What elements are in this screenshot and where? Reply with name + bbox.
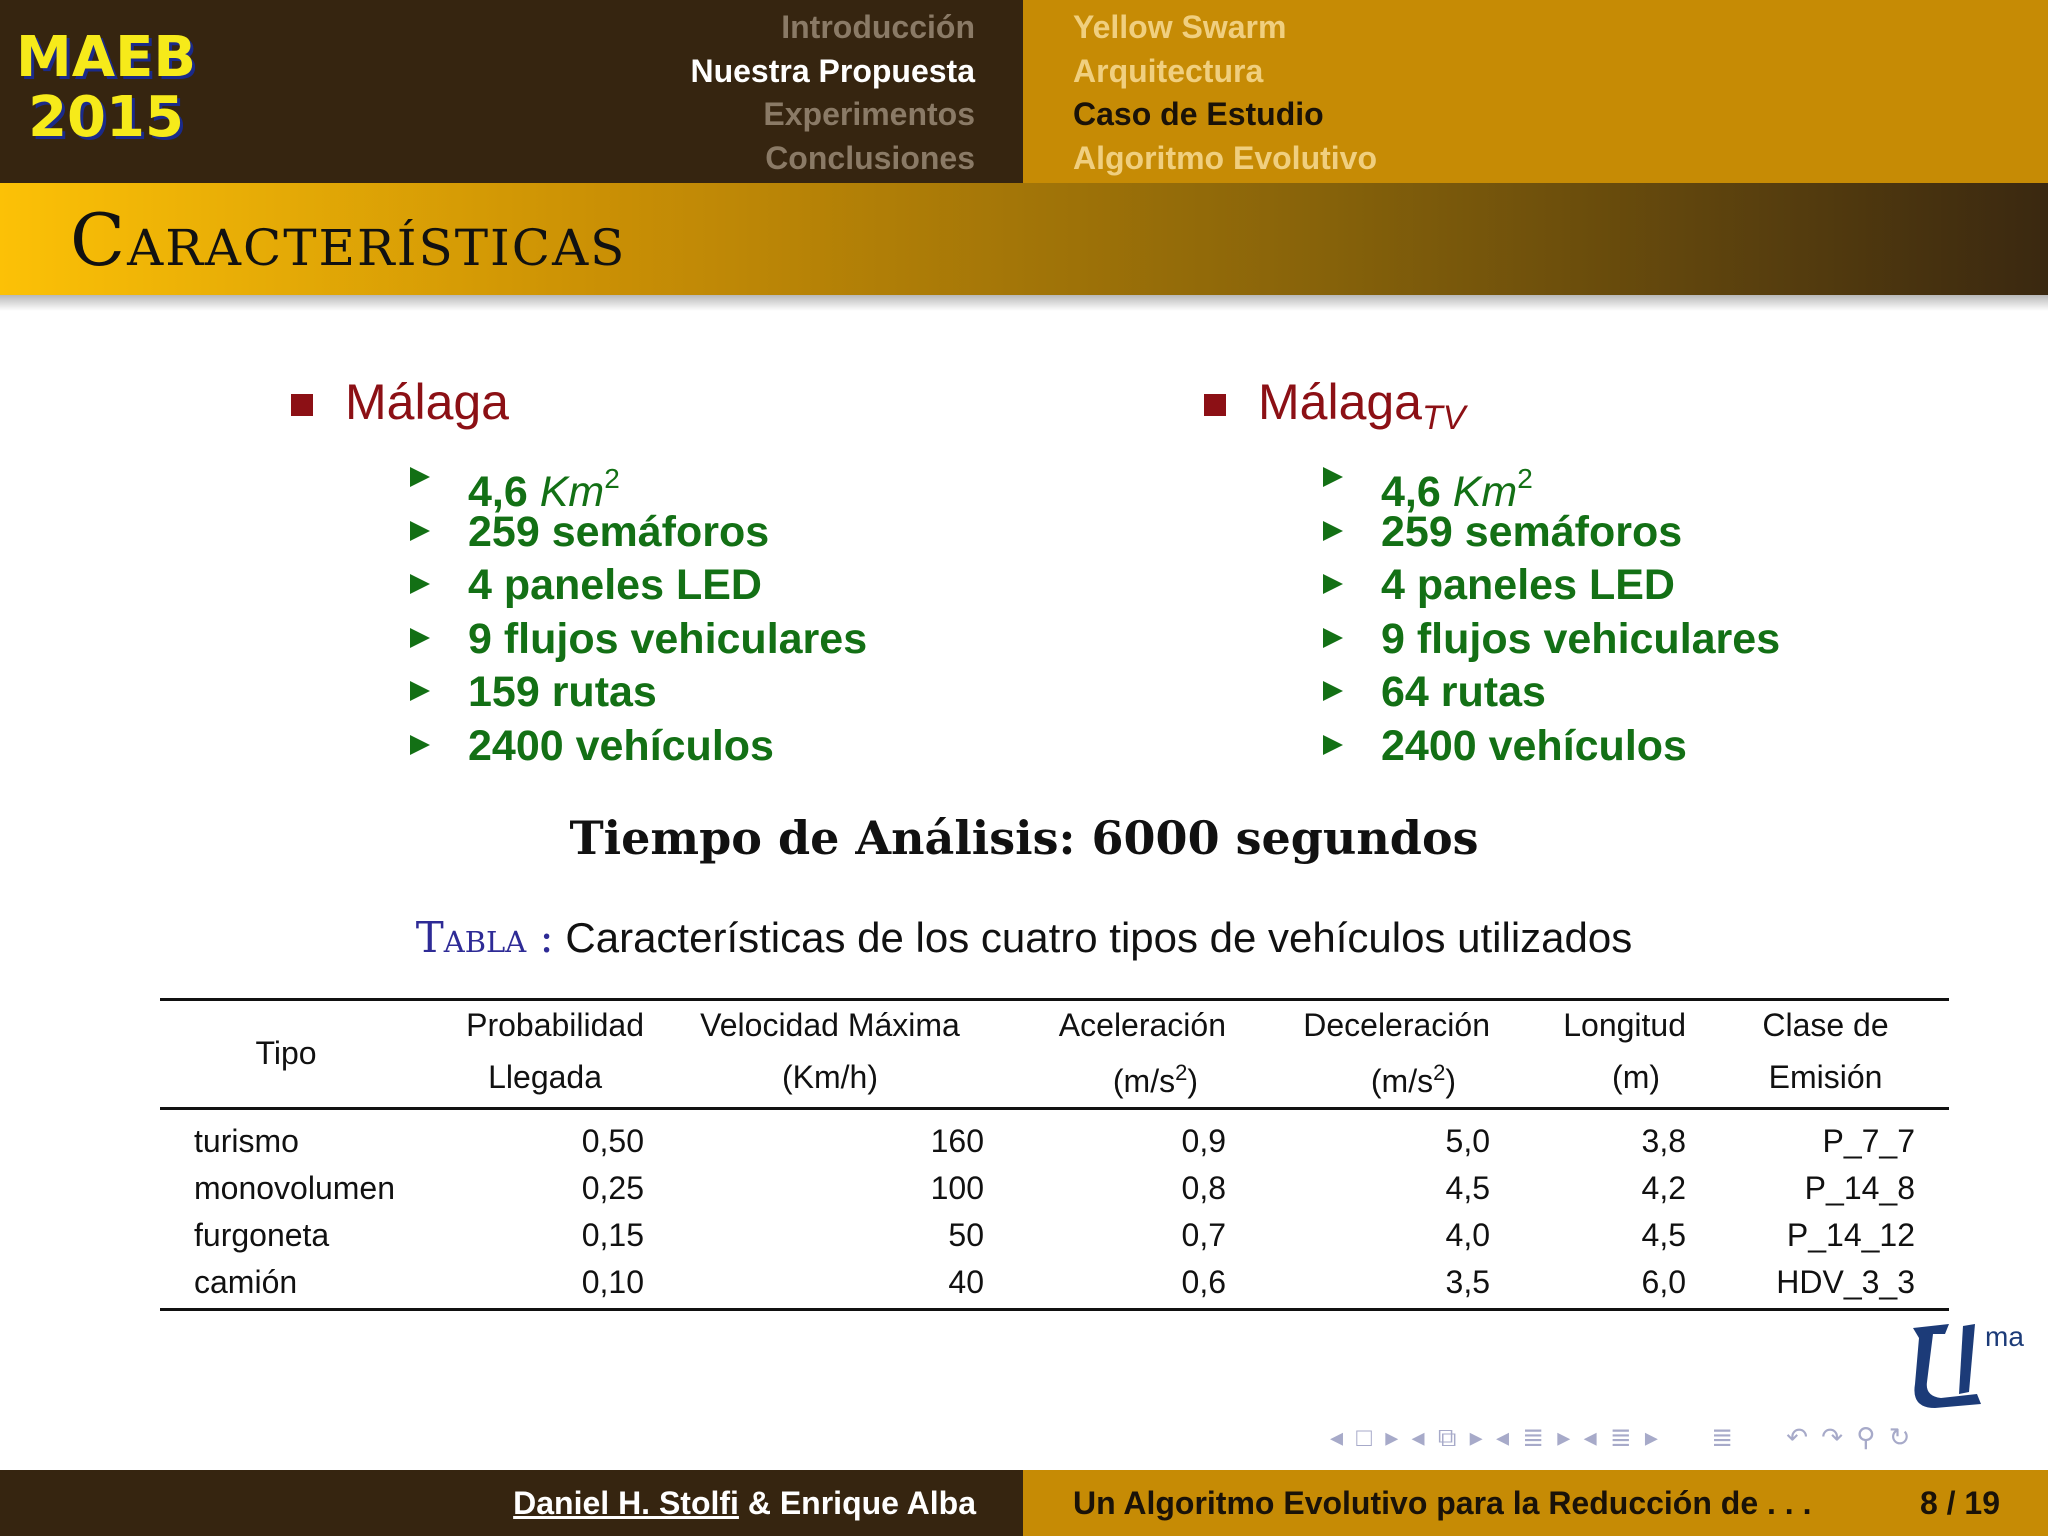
header-tipo-cell bbox=[160, 1035, 412, 1109]
cell-prob: 0,25 bbox=[581, 1170, 644, 1206]
unit-exp: 2 bbox=[1175, 1060, 1188, 1085]
prev-document-arrow-icon[interactable]: ◂ bbox=[1583, 1422, 1597, 1452]
nav-section-nuestra-propuesta[interactable]: Nuestra Propuesta bbox=[690, 52, 975, 89]
table-caption-text: Características de los cuatro tipos de vehículos utilizados bbox=[565, 914, 1633, 961]
logo-line-2: 2015 bbox=[28, 85, 184, 150]
footer-title: Un Algoritmo Evolutivo para la Reducción de . . . bbox=[1073, 1485, 1812, 1521]
list-item bbox=[468, 720, 867, 774]
header-long-2: (m) bbox=[1506, 1049, 1702, 1109]
unit-ms: (m/s bbox=[1370, 1063, 1434, 1099]
table-header-row bbox=[160, 1049, 1949, 1109]
header-long-1: Longitud bbox=[1506, 1000, 1702, 1050]
header-acel-2 bbox=[1000, 1049, 1242, 1109]
list-item bbox=[468, 452, 867, 516]
document-icon[interactable]: ≣ bbox=[1609, 1422, 1632, 1452]
cell-vel: 40 bbox=[660, 1259, 1000, 1310]
right-heading-subscript: TV bbox=[1422, 399, 1466, 437]
right-heading-text: Málaga bbox=[1258, 374, 1422, 430]
cell-vel: 160 bbox=[930, 1123, 984, 1159]
triangle-bullet-icon bbox=[1323, 628, 1343, 648]
unit-ms: (m/s bbox=[1112, 1063, 1176, 1099]
area-exponent: 2 bbox=[1517, 463, 1533, 494]
nav-subsection-caso-de-estudio[interactable]: Caso de Estudio bbox=[1073, 96, 1324, 132]
table-row bbox=[160, 1109, 1949, 1166]
vehiculos-text: 2400 vehículos bbox=[1381, 721, 1687, 770]
header-prob-1: Probabilidad bbox=[412, 1000, 660, 1050]
cell-prob: 0,10 bbox=[412, 1259, 660, 1310]
cell-tipo: furgoneta bbox=[194, 1217, 330, 1253]
rutas-text: 159 rutas bbox=[468, 668, 657, 716]
list-item bbox=[1381, 506, 1780, 560]
cell-tipo: camión bbox=[160, 1259, 412, 1310]
cell-clase: HDV_3_3 bbox=[1702, 1259, 1949, 1310]
triangle-bullet-icon bbox=[410, 735, 430, 755]
triangle-bullet-icon bbox=[410, 467, 430, 487]
list-item bbox=[468, 559, 867, 613]
frame-icon[interactable]: □ bbox=[1356, 1422, 1373, 1452]
footer-author-rest: & Enrique Alba bbox=[747, 1485, 976, 1521]
footer-page-number: 8 / 19 bbox=[1919, 1485, 2000, 1521]
semaforos-text: 259 semáforos bbox=[468, 507, 770, 556]
prev-subsection-arrow-icon[interactable]: ◂ bbox=[1411, 1422, 1425, 1452]
cell-long: 6,0 bbox=[1506, 1259, 1702, 1310]
list-item bbox=[1381, 452, 1780, 516]
subsection-nav bbox=[1073, 6, 1377, 180]
area-value: 4,6 bbox=[1381, 468, 1441, 516]
table-row bbox=[160, 1212, 1949, 1259]
header-vel-2: (Km/h) bbox=[660, 1049, 1000, 1109]
back-icon[interactable]: ↶ bbox=[1786, 1422, 1809, 1452]
section-nav bbox=[690, 6, 975, 180]
triangle-bullet-icon bbox=[1323, 467, 1343, 487]
list-item bbox=[1381, 720, 1780, 774]
cell-decel: 4,5 bbox=[1445, 1170, 1490, 1206]
list-item bbox=[468, 506, 867, 560]
vehicle-types-table bbox=[160, 998, 1949, 1311]
cell-vel: 100 bbox=[930, 1170, 984, 1206]
left-heading-text: Málaga bbox=[345, 374, 509, 430]
header-clase-2: Emisión bbox=[1702, 1049, 1949, 1109]
semaforos-text: 259 semáforos bbox=[1381, 507, 1683, 556]
cell-decel: 5,0 bbox=[1445, 1123, 1490, 1159]
forward-icon[interactable]: ↷ bbox=[1821, 1422, 1844, 1452]
unit-exp: 2 bbox=[1433, 1060, 1446, 1085]
subsection-icon[interactable]: ⧉ bbox=[1437, 1422, 1457, 1452]
frame-title: Características bbox=[70, 198, 627, 282]
header-vel-1: Velocidad Máxima bbox=[660, 1000, 1000, 1050]
prev-frame-arrow-icon[interactable]: ◂ bbox=[1330, 1422, 1344, 1452]
footer-author-link[interactable]: Daniel H. Stolfi bbox=[513, 1485, 739, 1521]
area-value: 4,6 bbox=[468, 468, 528, 516]
flujos-text: 9 flujos vehiculares bbox=[1381, 614, 1781, 663]
cell-acel: 0,7 bbox=[1181, 1217, 1226, 1253]
rutas-text: 64 rutas bbox=[1381, 668, 1546, 716]
cell-clase: P_7_7 bbox=[1822, 1123, 1915, 1159]
maeb-logo bbox=[16, 25, 197, 150]
align-icon[interactable]: ≣ bbox=[1711, 1422, 1733, 1452]
paneles-text: 4 paneles LED bbox=[468, 561, 762, 609]
cell-long: 4,5 bbox=[1641, 1217, 1686, 1253]
square-bullet-icon bbox=[1204, 394, 1226, 416]
nav-section-introduccion[interactable]: Introducción bbox=[781, 9, 975, 45]
next-document-arrow-icon[interactable]: ▸ bbox=[1644, 1422, 1658, 1452]
cell-clase: P_14_12 bbox=[1786, 1217, 1915, 1253]
search-icon[interactable]: ⚲ bbox=[1856, 1422, 1876, 1452]
cell-long: 3,8 bbox=[1641, 1123, 1686, 1159]
title-bar-shadow bbox=[0, 295, 2048, 311]
unit-close: ) bbox=[1445, 1063, 1456, 1099]
flujos-text: 9 flujos vehiculares bbox=[468, 614, 868, 663]
nav-subsection-yellow-swarm[interactable]: Yellow Swarm bbox=[1073, 9, 1287, 45]
prev-section-arrow-icon[interactable]: ◂ bbox=[1495, 1422, 1510, 1452]
cell-decel: 4,0 bbox=[1445, 1217, 1490, 1253]
list-item bbox=[1381, 666, 1780, 720]
cell-long: 4,2 bbox=[1641, 1170, 1686, 1206]
unit-close: ) bbox=[1187, 1063, 1198, 1099]
right-column-heading bbox=[1258, 374, 1465, 446]
uma-logo bbox=[1905, 1320, 2030, 1410]
next-section-arrow-icon[interactable]: ▸ bbox=[1557, 1422, 1571, 1452]
table-caption bbox=[0, 912, 2048, 964]
table-row bbox=[160, 1259, 1949, 1310]
table-header-row bbox=[160, 1000, 1949, 1050]
cell-clase: P_14_8 bbox=[1804, 1170, 1915, 1206]
uma-logo-text: ma bbox=[1985, 1321, 2024, 1352]
header-tipo-label: Tipo bbox=[255, 1035, 317, 1071]
header-prob-2: Llegada bbox=[412, 1049, 660, 1109]
next-subsection-arrow-icon[interactable]: ▸ bbox=[1469, 1422, 1483, 1452]
table-caption-label: Tabla : bbox=[415, 913, 554, 962]
nav-section-conclusiones[interactable]: Conclusiones bbox=[765, 139, 975, 176]
triangle-bullet-icon bbox=[410, 574, 430, 594]
cell-prob: 0,15 bbox=[581, 1217, 644, 1253]
return-icon[interactable]: ↻ bbox=[1888, 1422, 1911, 1452]
square-bullet-icon bbox=[291, 394, 313, 416]
list-item bbox=[468, 613, 867, 667]
cell-acel: 0,8 bbox=[1181, 1170, 1226, 1206]
section-icon[interactable]: ≣ bbox=[1522, 1422, 1545, 1452]
cell-vel: 50 bbox=[948, 1217, 984, 1253]
triangle-bullet-icon bbox=[1323, 681, 1343, 701]
header-decel-1: Deceleración bbox=[1242, 1000, 1506, 1050]
footer-authors bbox=[513, 1482, 976, 1524]
vehiculos-text: 2400 vehículos bbox=[468, 721, 774, 770]
list-item bbox=[1381, 559, 1780, 613]
header-clase-1: Clase de bbox=[1702, 1000, 1949, 1050]
nav-subsection-arquitectura[interactable]: Arquitectura bbox=[1073, 52, 1264, 89]
logo-line-1: MAEB bbox=[16, 25, 197, 90]
area-unit: Km bbox=[539, 468, 605, 516]
paneles-text: 4 paneles LED bbox=[1381, 561, 1675, 609]
left-column-heading bbox=[345, 374, 509, 430]
triangle-bullet-icon bbox=[410, 628, 430, 648]
nav-subsection-algoritmo-evolutivo[interactable]: Algoritmo Evolutivo bbox=[1073, 139, 1377, 176]
right-feature-list bbox=[1381, 452, 1780, 773]
triangle-bullet-icon bbox=[410, 681, 430, 701]
list-item bbox=[1381, 613, 1780, 667]
triangle-bullet-icon bbox=[1323, 574, 1343, 594]
cell-tipo: monovolumen bbox=[194, 1170, 395, 1206]
nav-section-experimentos[interactable]: Experimentos bbox=[763, 96, 975, 132]
analysis-time-heading: Tiempo de Análisis: 6000 segundos bbox=[569, 811, 1479, 865]
table-row bbox=[160, 1165, 1949, 1212]
next-frame-arrow-icon[interactable]: ▸ bbox=[1385, 1422, 1399, 1452]
header-acel-1: Aceleración bbox=[1000, 1000, 1242, 1050]
cell-acel: 0,9 bbox=[1181, 1123, 1226, 1159]
cell-decel: 3,5 bbox=[1242, 1259, 1506, 1310]
cell-tipo: turismo bbox=[194, 1123, 299, 1159]
list-item bbox=[468, 666, 867, 720]
cell-acel: 0,6 bbox=[1000, 1259, 1242, 1310]
cell-prob: 0,50 bbox=[581, 1123, 644, 1159]
area-exponent: 2 bbox=[604, 463, 620, 494]
beamer-navigation bbox=[1330, 1422, 2030, 1462]
header-decel-2 bbox=[1242, 1049, 1506, 1109]
triangle-bullet-icon bbox=[1323, 735, 1343, 755]
left-feature-list bbox=[468, 452, 867, 773]
triangle-bullet-icon bbox=[410, 521, 430, 541]
area-unit: Km bbox=[1452, 468, 1518, 516]
triangle-bullet-icon bbox=[1323, 521, 1343, 541]
